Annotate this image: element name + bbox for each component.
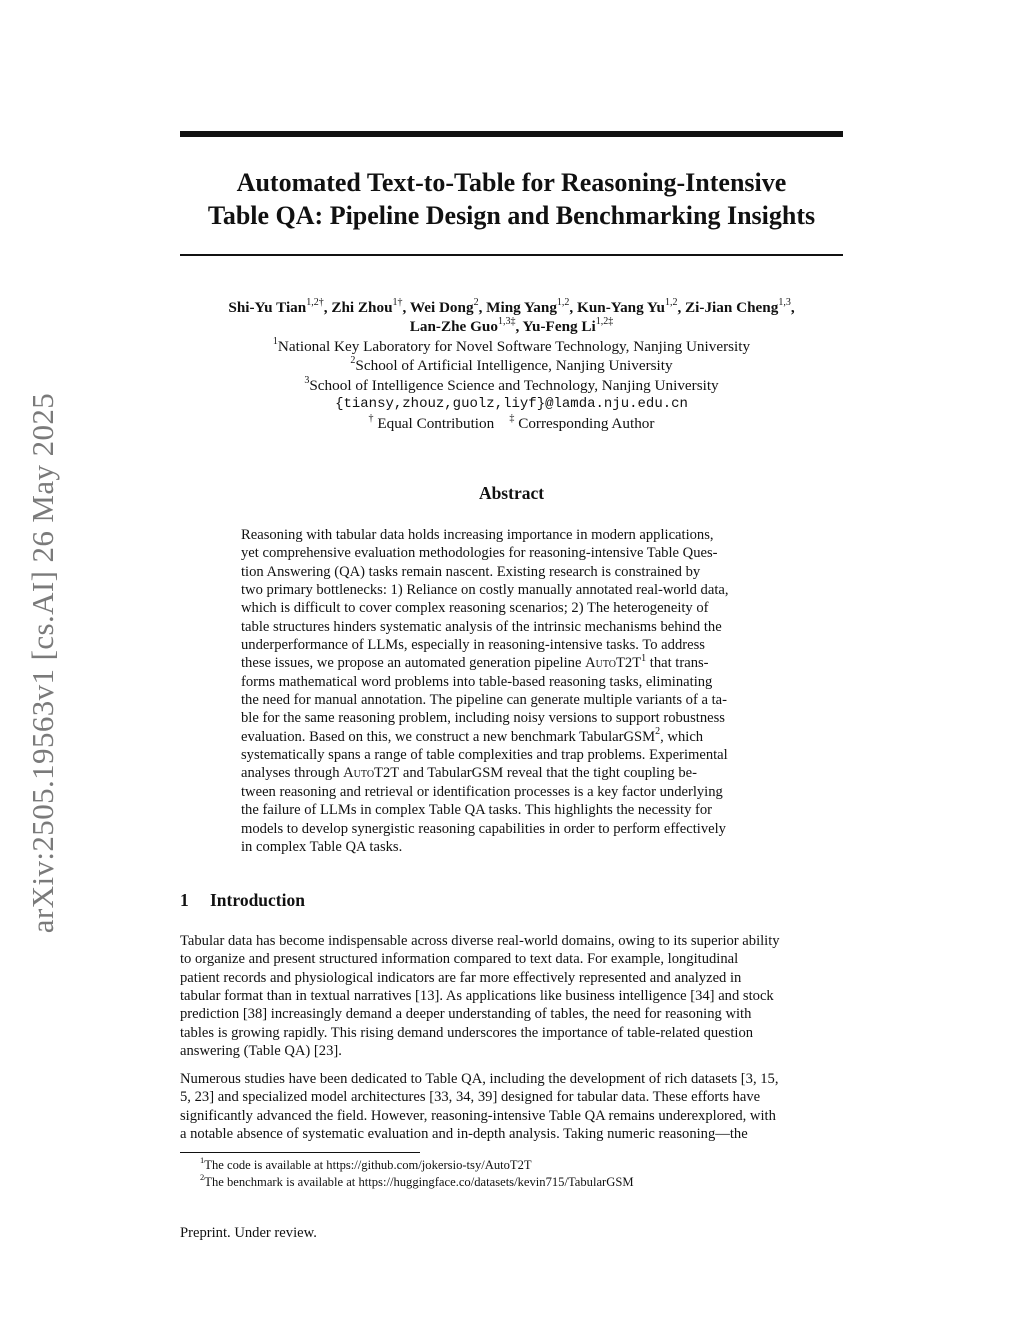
footnote-text: The benchmark is available at https://huggingface.co/datasets/kevin715/TabularGSM [204,1174,634,1189]
double-dagger-marker: ‡ [509,413,515,425]
abstract-line [241,725,784,746]
author-affiliation-marker: 1,2 [556,296,570,308]
arxiv-identifier-stamp: arXiv:2505.19563v1 [cs.AI] 26 May 2025 [25,392,60,934]
body-line: 5, 23] and specialized model architectures [33, 34, 39] designed for tabular data. These efforts have [180,1089,761,1106]
footnote-ref-1: 1 [641,652,647,664]
author-separator: , [323,299,332,316]
footnote-1 [180,1154,634,1174]
author-separator: , [478,299,487,316]
author-name: Lan-Zhe Guo [409,318,498,336]
abstract-line: tween reasoning and retrieval or identification processes is a key factor underlying [241,783,723,800]
abstract-line: table structures hinders systematic analysis of the intrinsic mechanisms behind the [241,618,722,635]
abstract-line: yet comprehensive evaluation methodologies for reasoning-intensive Table Ques- [241,545,718,562]
footnote-text: The code is available at https://github.com/jokersio-tsy/AutoT2T [204,1158,532,1172]
footnote-divider [180,1152,420,1153]
author-block [180,298,843,434]
author-name: Ming Yang [486,299,557,316]
abstract-text: that trans- [646,655,709,672]
abstract-text: evaluation. Based on this, we construct a new benchmark TabularGSM [241,728,656,745]
abstract-line: two primary bottlenecks: 1) Reliance on costly manually annotated real-world data, [241,582,729,599]
abstract-line: models to develop synergistic reasoning capabilities in order to perform effectively [241,820,726,837]
abstract-line: the need for manual annotation. The pipeline can generate multiple variants of a ta- [241,692,727,709]
abstract-line [241,764,784,782]
abstract-line [241,654,784,672]
abstract-line: systematically spans a range of table complexities and trap problems. Experimental [241,747,728,764]
title-line-2: Table QA: Pipeline Design and Benchmarking Insights [207,201,816,230]
body-line: a notable absence of systematic evaluation and in-depth analysis. Taking numeric reasoning—the [180,1126,748,1143]
affiliation-marker: 1 [272,335,278,347]
abstract-heading: Abstract [478,483,545,503]
abstract-text: these issues, we propose an automated generation pipeline [241,655,586,672]
author-separator: , [515,318,523,336]
author-affiliation-marker: 1,2‡ [595,316,614,328]
author-separator: , [569,299,578,316]
body-line: Tabular data has become indispensable across diverse real-world domains, owing to its superior ability [180,933,780,949]
author-name: Zhi Zhou [331,299,393,316]
abstract-text: and TabularGSM reveal that the tight coupling be- [399,765,697,782]
intro-paragraph-2 [180,1070,843,1143]
section-number: 1 [180,890,189,910]
abstract-text: , which [660,728,704,745]
affiliation-marker: 2 [350,355,356,367]
equal-contribution-text: Equal Contribution [377,415,495,433]
author-email: {tiansy,zhouz,guolz,liyf}@lamda.nju.edu.cn [335,396,688,413]
footnote-2 [180,1171,634,1191]
abstract-line: ble for the same reasoning problem, including noisy versions to support robustness [241,710,725,727]
footnotes [180,1154,634,1191]
author-separator: , [402,299,410,316]
author-name: Wei Dong [409,299,474,316]
abstract-line: which is difficult to cover complex reasoning scenarios; 2) The heterogeneity of [241,600,709,617]
affiliation-text: National Key Laboratory for Novel Software Technology, Nanjing University [277,337,751,355]
author-affiliation-marker: 1,3‡ [497,316,516,328]
body-line: Numerous studies have been dedicated to Table QA, including the development of rich datasets [3, 15, [180,1071,779,1087]
abstract-line: the failure of LLMs in complex Table QA tasks. This highlights the necessity for [241,802,713,819]
author-separator: , [790,299,795,316]
affiliation-1 [180,337,843,356]
abstract-line: forms mathematical word problems into table-based reasoning tasks, eliminating [241,673,713,690]
author-affiliation-marker: 2 [473,296,479,308]
author-separator: , [677,299,686,316]
author-affiliation-marker: 1,3 [778,296,791,308]
author-name: Kun-Yang Yu [577,299,665,316]
title-top-rule [180,131,843,137]
title-bottom-rule [180,254,843,256]
abstract-body [241,526,784,856]
abstract-line: in complex Table QA tasks. [241,838,403,855]
contribution-note [180,414,843,433]
author-affiliation-marker: 1,2 [664,296,678,308]
author-affiliation-marker: 1† [392,296,403,308]
author-name: Yu-Feng Li [522,318,596,336]
affiliation-3 [180,376,843,395]
affiliation-marker: 3 [304,374,310,386]
method-name: AutoT2T [585,655,642,672]
footnote-marker: 1 [200,1154,205,1165]
body-line: tabular format than in textual narratives [13]. As applications like business intelligence [34] and stock [180,988,774,1005]
author-name: Shi-Yu Tian [228,299,307,316]
affiliation-text: School of Artificial Intelligence, Nanjing University [355,357,673,375]
footnote-marker: 2 [200,1171,205,1182]
body-line: to organize and present structured information compared to text data. For example, longitudinal [180,951,739,968]
body-line: prediction [38] increasingly demand a deeper understanding of tables, the need for reasoning with [180,1006,752,1023]
paper-title [180,166,843,232]
abstract-line: Reasoning with tabular data holds increasing importance in modern applications, [241,527,714,543]
body-line: tables is growing rapidly. This rising demand underscores the importance of table-related question [180,1024,754,1041]
method-name: AutoT2T [343,765,400,782]
author-name: Zi-Jian Cheng [685,299,779,316]
section-heading-introduction [180,890,305,911]
intro-paragraph-1 [180,932,843,1060]
preprint-note: Preprint. Under review. [180,1225,317,1241]
affiliation-2 [180,356,843,375]
corresponding-author-text: Corresponding Author [518,415,655,433]
abstract-text: analyses through [241,765,344,782]
author-line-2 [180,317,843,336]
author-line-1 [180,298,843,317]
footnote-ref-2: 2 [655,725,661,737]
body-line: patient records and physiological indicators are far more effectively represented and analyzed in [180,969,742,986]
abstract-line: tion Answering (QA) tasks remain nascent. Existing research is constrained by [241,563,701,580]
affiliation-text: School of Intelligence Science and Technology, Nanjing University [309,376,719,394]
dagger-marker: † [368,413,374,425]
section-title: Introduction [210,890,305,910]
body-line: significantly advanced the field. However, reasoning-intensive Table QA remains underexplored, with [180,1107,776,1124]
body-line: answering (Table QA) [23]. [180,1043,342,1060]
author-affiliation-marker: 1,2† [306,296,324,308]
abstract-line: underperformance of LLMs, especially in reasoning-intensive tasks. To address [241,637,705,654]
title-line-1: Automated Text-to-Table for Reasoning-Intensive [236,168,787,197]
